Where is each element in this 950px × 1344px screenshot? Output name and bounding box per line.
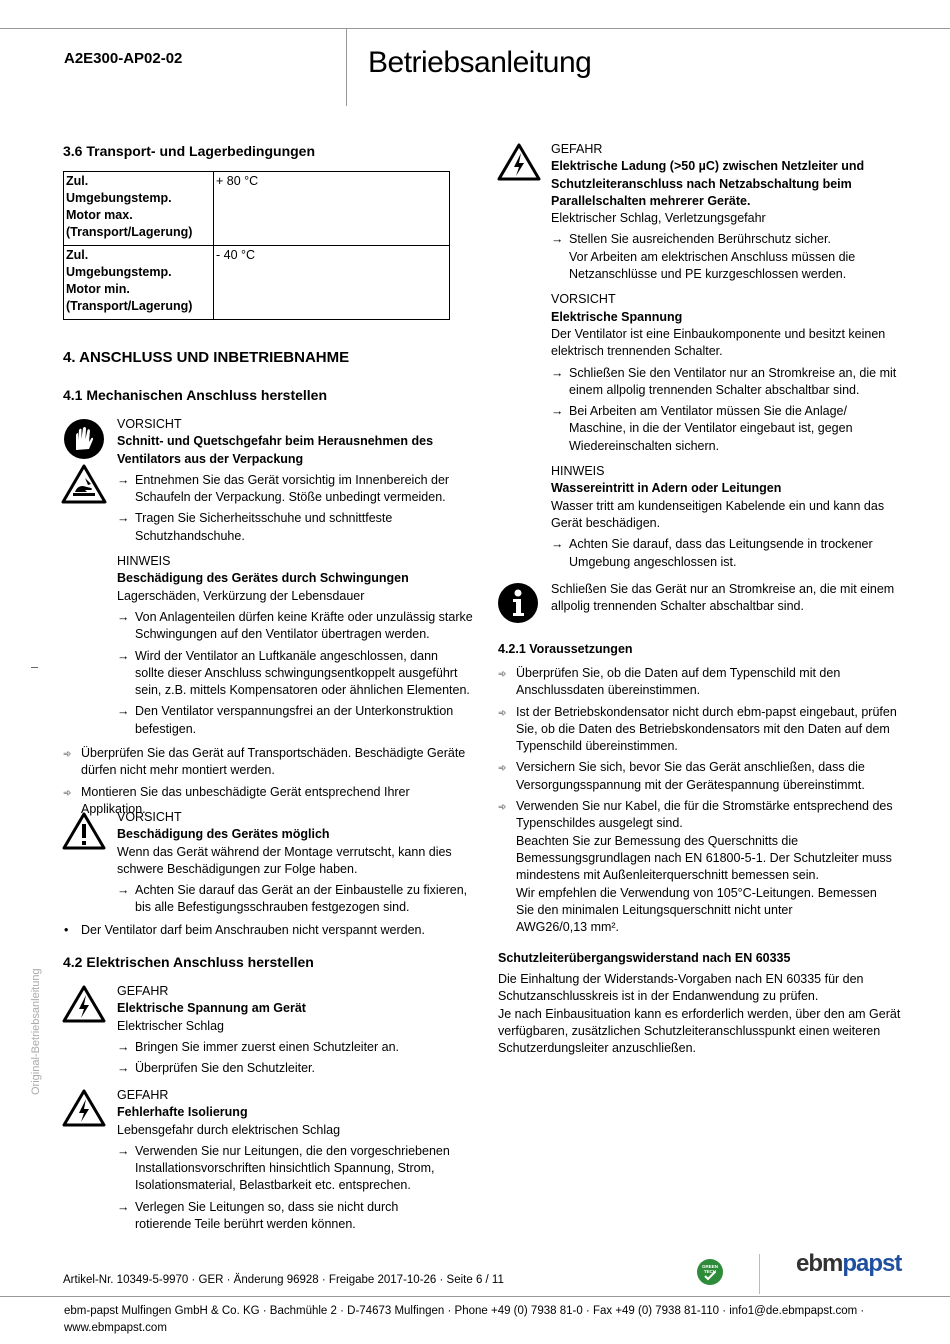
instruction-step	[117, 609, 477, 644]
notice-label: HINWEIS	[117, 554, 171, 569]
footer-rule	[0, 1296, 950, 1297]
step-line: sein, z.B. mittels Kompensatoren oder ähnlichen Elementen.	[135, 683, 470, 698]
bullet-item	[63, 922, 473, 939]
instruction-step	[551, 231, 911, 283]
step-line: Entnehmen Sie das Gerät vorsichtig im Innenbereich der	[135, 472, 450, 487]
cell-line: Motor max.	[66, 208, 133, 222]
step-line: Wird der Ventilator an Luftkanäle angeschlossen, dann	[135, 648, 438, 663]
arrow-icon: →	[551, 537, 564, 552]
paragraph-line: Je nach Einbausituation kann es erforderlich werden, über den am Gerät	[498, 1006, 901, 1021]
check-line: Versichern Sie sich, bevor Sie das Gerät anschließen, dass die	[516, 760, 865, 775]
arrow-icon: →	[117, 883, 130, 898]
step-line: Schließen Sie den Ventilator nur an Stromkreise an, die mit	[569, 365, 897, 380]
header-top-rule	[0, 28, 950, 29]
step-line: Vor Arbeiten am elektrischen Anschluss müssen die	[569, 249, 856, 264]
cell-line: Umgebungstemp.	[66, 265, 172, 279]
step-line: Schutzhandschuhe.	[135, 528, 245, 543]
step-line: Isolationsmaterial, Belastbarkeit etc. entsprechen.	[135, 1178, 411, 1193]
check-list	[63, 745, 473, 818]
bullet-line: Der Ventilator darf beim Anschrauben nicht verspannt werden.	[81, 923, 425, 937]
arrow-icon: →	[551, 232, 564, 247]
svg-text:GREEN: GREEN	[701, 1264, 719, 1269]
table-cell-value: - 40 °C	[214, 246, 450, 320]
section-3-6-title: 3.6 Transport- und Lagerbedingungen	[63, 143, 316, 159]
danger-heading: Parallelschalten mehrerer Geräte.	[551, 193, 751, 208]
caution-label: VORSICHT	[117, 810, 182, 824]
protective-conductor-text	[498, 971, 908, 1057]
check-item	[498, 704, 898, 756]
notice-label: HINWEIS	[551, 464, 605, 479]
arrow-icon: →	[117, 472, 130, 487]
step-line: Überprüfen Sie den Schutzleiter.	[135, 1061, 315, 1076]
step-line: Umgebung angeschlossen ist.	[569, 554, 737, 569]
instruction-step	[117, 1199, 477, 1234]
gloves-icon	[63, 418, 105, 460]
step-line: sollte dieser Anschluss schwingungsentkoppelt ausgeführt	[135, 665, 458, 680]
table-row	[64, 172, 450, 246]
ebmpapst-logo	[796, 1250, 902, 1277]
caution-cut-block	[117, 416, 477, 738]
hand-crush-warning-icon	[61, 464, 107, 504]
warning-triangle-icon	[62, 812, 106, 850]
danger-label: GEFAHR	[117, 984, 169, 998]
instruction-step	[117, 648, 477, 700]
check-line: Versorgungsspannung mit der Gerätespannung übereinstimmt.	[516, 777, 865, 792]
step-line: rotierende Teile berührt werden können.	[135, 1217, 356, 1232]
check-line: Bemessungsgrundlagen nach EN 61800-5-1. Der Schutzleiter muss	[516, 850, 892, 865]
danger-heading: Elektrische Ladung (>50 µC) zwischen Netzleiter und	[551, 159, 865, 174]
electric-hazard-icon	[497, 143, 541, 181]
section-4-2-1-title: 4.2.1 Voraussetzungen	[498, 642, 633, 656]
instruction-step	[117, 882, 477, 917]
check-item	[498, 798, 898, 936]
instruction-step	[551, 365, 911, 400]
danger-heading: Schutzleiteranschluss nach Netzabschaltung beim	[551, 176, 852, 191]
check-item	[63, 745, 473, 780]
instruction-step	[551, 536, 911, 571]
step-line: Wiedereinschalten sichern.	[569, 438, 720, 453]
danger-label: GEFAHR	[551, 142, 603, 156]
table-cell-label	[64, 246, 214, 320]
cell-line: Zul.	[66, 248, 89, 262]
instruction-step	[117, 510, 477, 545]
table-cell-value: + 80 °C	[214, 172, 450, 246]
caution-damage-block	[117, 809, 477, 917]
side-doc-label: Original-Betriebsanleitung	[30, 968, 42, 1095]
check-item	[498, 665, 898, 700]
arrow-icon: →	[551, 365, 564, 380]
info-text: Schließen Sie das Gerät nur an Stromkreise an, die mit einem	[551, 582, 895, 596]
section-4-title: 4. ANSCHLUSS UND INBETRIEBNAHME	[63, 349, 350, 366]
step-line: Verlegen Sie Leitungen so, dass sie nicht durch	[135, 1199, 399, 1214]
check-line: Sie den minimalen Leitungsquerschnitt nicht unter	[516, 902, 793, 917]
caution-heading: Ventilators aus der Verpackung	[117, 451, 304, 466]
check-line: Wir empfehlen die Verwendung von 105°C-Leitungen. Bemessen	[516, 885, 877, 900]
check-arrow-icon: ➾	[498, 669, 507, 680]
step-line: Den Ventilator verspannungsfrei an der Unterkonstruktion	[135, 704, 454, 719]
notice-text: Wasser tritt am kundenseitigen Kabelende ein und kann das	[551, 498, 885, 513]
danger-charge-block	[551, 141, 911, 571]
check-line: Montieren Sie das unbeschädigte Gerät entsprechend Ihrer Applikation.	[81, 784, 410, 816]
step-line: befestigen.	[135, 721, 197, 736]
step-line: bis alle Befestigungsschrauben festgezogen sind.	[135, 900, 410, 915]
check-line: Typenschild übereinstimmen.	[516, 739, 678, 754]
check-line: dürfen nicht mehr montiert werden.	[81, 763, 275, 778]
check-line: Sie, ob die Daten des Betriebskondensators mit den Daten auf dem	[516, 721, 890, 736]
check-line: Ist der Betriebskondensator nicht durch ebm-papst eingebaut, prüfen	[516, 704, 897, 719]
danger-heading: Fehlerhafte Isolierung	[117, 1105, 248, 1120]
arrow-icon: →	[117, 1039, 130, 1054]
article-info: Artikel-Nr. 10349-5-9970 · GER · Änderung 96928 · Freigabe 2017-10-26 · Seite 6 / 11	[63, 1274, 504, 1286]
instruction-step	[117, 1143, 477, 1195]
step-line: Netzanschlüsse und PE kurzgeschlossen werden.	[569, 267, 847, 282]
danger-text: Elektrischer Schlag	[117, 1018, 224, 1033]
logo-papst: papst	[842, 1250, 902, 1277]
paragraph-line: verfügbaren, zusätzlichen Schutzleiteranschlusspunkt einen weiteren	[498, 1023, 881, 1038]
step-line: Schwingungen auf den Ventilator übertragen werden.	[135, 627, 430, 642]
info-icon	[497, 582, 539, 624]
electric-hazard-icon	[62, 1089, 106, 1127]
danger-heading: Elektrische Spannung am Gerät	[117, 1001, 306, 1016]
info-text: allpolig trennenden Schalter abschaltbar sind.	[551, 599, 804, 614]
company-info: ebm-papst Mulfingen GmbH & Co. KG · Bachmühle 2 · D-74673 Mulfingen · Phone +49 (0) 7938 81-0 · Fax +49 (0) 7938 81-110 · info1@de.ebmpapst.com · www.ebmpapst.com	[64, 1305, 865, 1335]
step-line: Bei Arbeiten am Ventilator müssen Sie die Anlage/	[569, 404, 847, 419]
cell-line: Motor min.	[66, 282, 130, 296]
arrow-icon: →	[117, 1199, 130, 1214]
caution-label: VORSICHT	[551, 292, 616, 307]
arrow-icon: →	[117, 1061, 130, 1076]
check-line: Überprüfen Sie das Gerät auf Transportschäden. Beschädigte Geräte	[81, 746, 466, 760]
step-line: einem allpolig trennenden Schalter abschaltbar sind.	[569, 382, 860, 397]
step-line: Verwenden Sie nur Leitungen, die den vorgeschriebenen	[135, 1143, 450, 1158]
info-block	[551, 581, 911, 616]
step-line: Von Anlagenteilen dürfen keine Kräfte oder unzulässig starke	[135, 609, 473, 624]
check-arrow-icon: ➾	[498, 763, 507, 775]
arrow-icon: →	[117, 609, 130, 624]
fold-mark	[31, 667, 38, 668]
step-line: Tragen Sie Sicherheitsschuhe und schnittfeste	[135, 511, 393, 526]
paragraph-line: Schutzerdungsleiter anzuschließen.	[498, 1041, 697, 1056]
greentech-badge-icon	[696, 1258, 724, 1286]
check-arrow-icon: ➾	[498, 707, 507, 719]
bullet-icon: •	[64, 923, 69, 937]
table-cell-label	[64, 172, 214, 246]
notice-heading: Wassereintritt in Adern oder Leitungen	[551, 481, 782, 496]
electric-hazard-icon	[62, 985, 106, 1023]
step-line: Maschine, in die der Ventilator eingebaut ist, gegen	[569, 421, 853, 436]
instruction-step	[117, 472, 477, 507]
paragraph-line: Die Einhaltung der Widerstands-Vorgaben nach EN 60335 für den	[498, 972, 864, 986]
notice-text: Gerät beschädigen.	[551, 515, 661, 530]
danger-text: Elektrischer Schlag, Verletzungsgefahr	[551, 211, 766, 226]
check-line: Beachten Sie zur Bemessung des Querschnitts die	[516, 833, 799, 848]
model-number: A2E300-AP02-02	[64, 50, 183, 67]
caution-text: Wenn das Gerät während der Montage verrutscht, kann dies	[117, 844, 452, 859]
table-row	[64, 246, 450, 320]
caution-heading: Beschädigung des Gerätes möglich	[117, 827, 330, 842]
caution-heading: Elektrische Spannung	[551, 309, 683, 324]
check-line: Verwenden Sie nur Kabel, die für die Stromstärke entsprechend des	[516, 799, 893, 814]
caution-text: schwere Beschädigungen zur Folge haben.	[117, 861, 358, 876]
step-line: Achten Sie darauf, dass das Leitungsende in trockener	[569, 537, 873, 552]
notice-text: Lagerschäden, Verkürzung der Lebensdauer	[117, 588, 365, 603]
check-line: Anschlussdaten übereinstimmen.	[516, 683, 701, 698]
step-line: Achten Sie darauf das Gerät an der Einbaustelle zu fixieren,	[135, 883, 468, 898]
logo-divider	[759, 1254, 760, 1294]
conditions-table	[63, 171, 450, 320]
step-line: Stellen Sie ausreichenden Berührschutz sicher.	[569, 232, 831, 247]
check-arrow-icon: ➾	[63, 787, 72, 799]
check-arrow-icon: ➾	[63, 749, 72, 760]
check-line: Überprüfen Sie, ob die Daten auf dem Typenschild mit den	[516, 666, 841, 680]
check-item	[498, 759, 898, 794]
notice-heading: Beschädigung des Gerätes durch Schwingungen	[117, 571, 409, 586]
cell-line: (Transport/Lagerung)	[66, 299, 193, 313]
check-line: Typenschildes ausgelegt sind.	[516, 816, 683, 831]
svg-text:TECH: TECH	[703, 1269, 717, 1274]
instruction-step	[117, 1039, 477, 1056]
section-4-2-title: 4.2 Elektrischen Anschluss herstellen	[63, 954, 314, 970]
arrow-icon: →	[117, 648, 130, 663]
cell-line: Umgebungstemp.	[66, 191, 172, 205]
danger-insulation-block	[117, 1087, 477, 1233]
step-line: Bringen Sie immer zuerst einen Schutzleiter an.	[135, 1039, 400, 1054]
arrow-icon: →	[551, 404, 564, 419]
cell-line: Zul.	[66, 174, 89, 188]
step-line: Schaufeln der Verpackung. Stöße unbedingt vermeiden.	[135, 490, 446, 505]
arrow-icon: →	[117, 511, 130, 526]
prerequisites-list	[498, 665, 898, 936]
caution-heading: Schnitt- und Quetschgefahr beim Herausnehmen des	[117, 434, 434, 449]
protective-conductor-title: Schutzleiterübergangswiderstand nach EN 60335	[498, 951, 791, 965]
instruction-step	[117, 1060, 477, 1077]
caution-text: elektrisch trennenden Schalter.	[551, 344, 723, 359]
section-4-1-title: 4.1 Mechanischen Anschluss herstellen	[63, 387, 328, 403]
cell-line: (Transport/Lagerung)	[66, 225, 193, 239]
danger-text: Lebensgefahr durch elektrischen Schlag	[117, 1122, 341, 1137]
check-arrow-icon: ➾	[498, 802, 507, 814]
step-line: Installationsvorschriften hinsichtlich Spannung, Strom,	[135, 1161, 435, 1176]
document-title: Betriebsanleitung	[368, 46, 592, 79]
check-line: mindestens mit Außenleiterquerschnitt bemessen sein.	[516, 868, 819, 883]
check-line: AWG26/0,13 mm².	[516, 920, 620, 935]
arrow-icon: →	[117, 704, 130, 719]
instruction-step	[117, 703, 477, 738]
danger-voltage-block	[117, 983, 477, 1077]
header-divider	[346, 28, 347, 106]
caution-label: VORSICHT	[117, 417, 182, 431]
logo-ebm: ebm	[796, 1250, 843, 1277]
bullet-list	[63, 922, 473, 939]
caution-text: Der Ventilator ist eine Einbaukomponente und besitzt keinen	[551, 326, 886, 341]
instruction-step	[551, 403, 911, 455]
paragraph-line: Schutzanschlusskreis ist in der Endanwendung zu prüfen.	[498, 989, 819, 1004]
danger-label: GEFAHR	[117, 1088, 169, 1102]
arrow-icon: →	[117, 1143, 130, 1158]
